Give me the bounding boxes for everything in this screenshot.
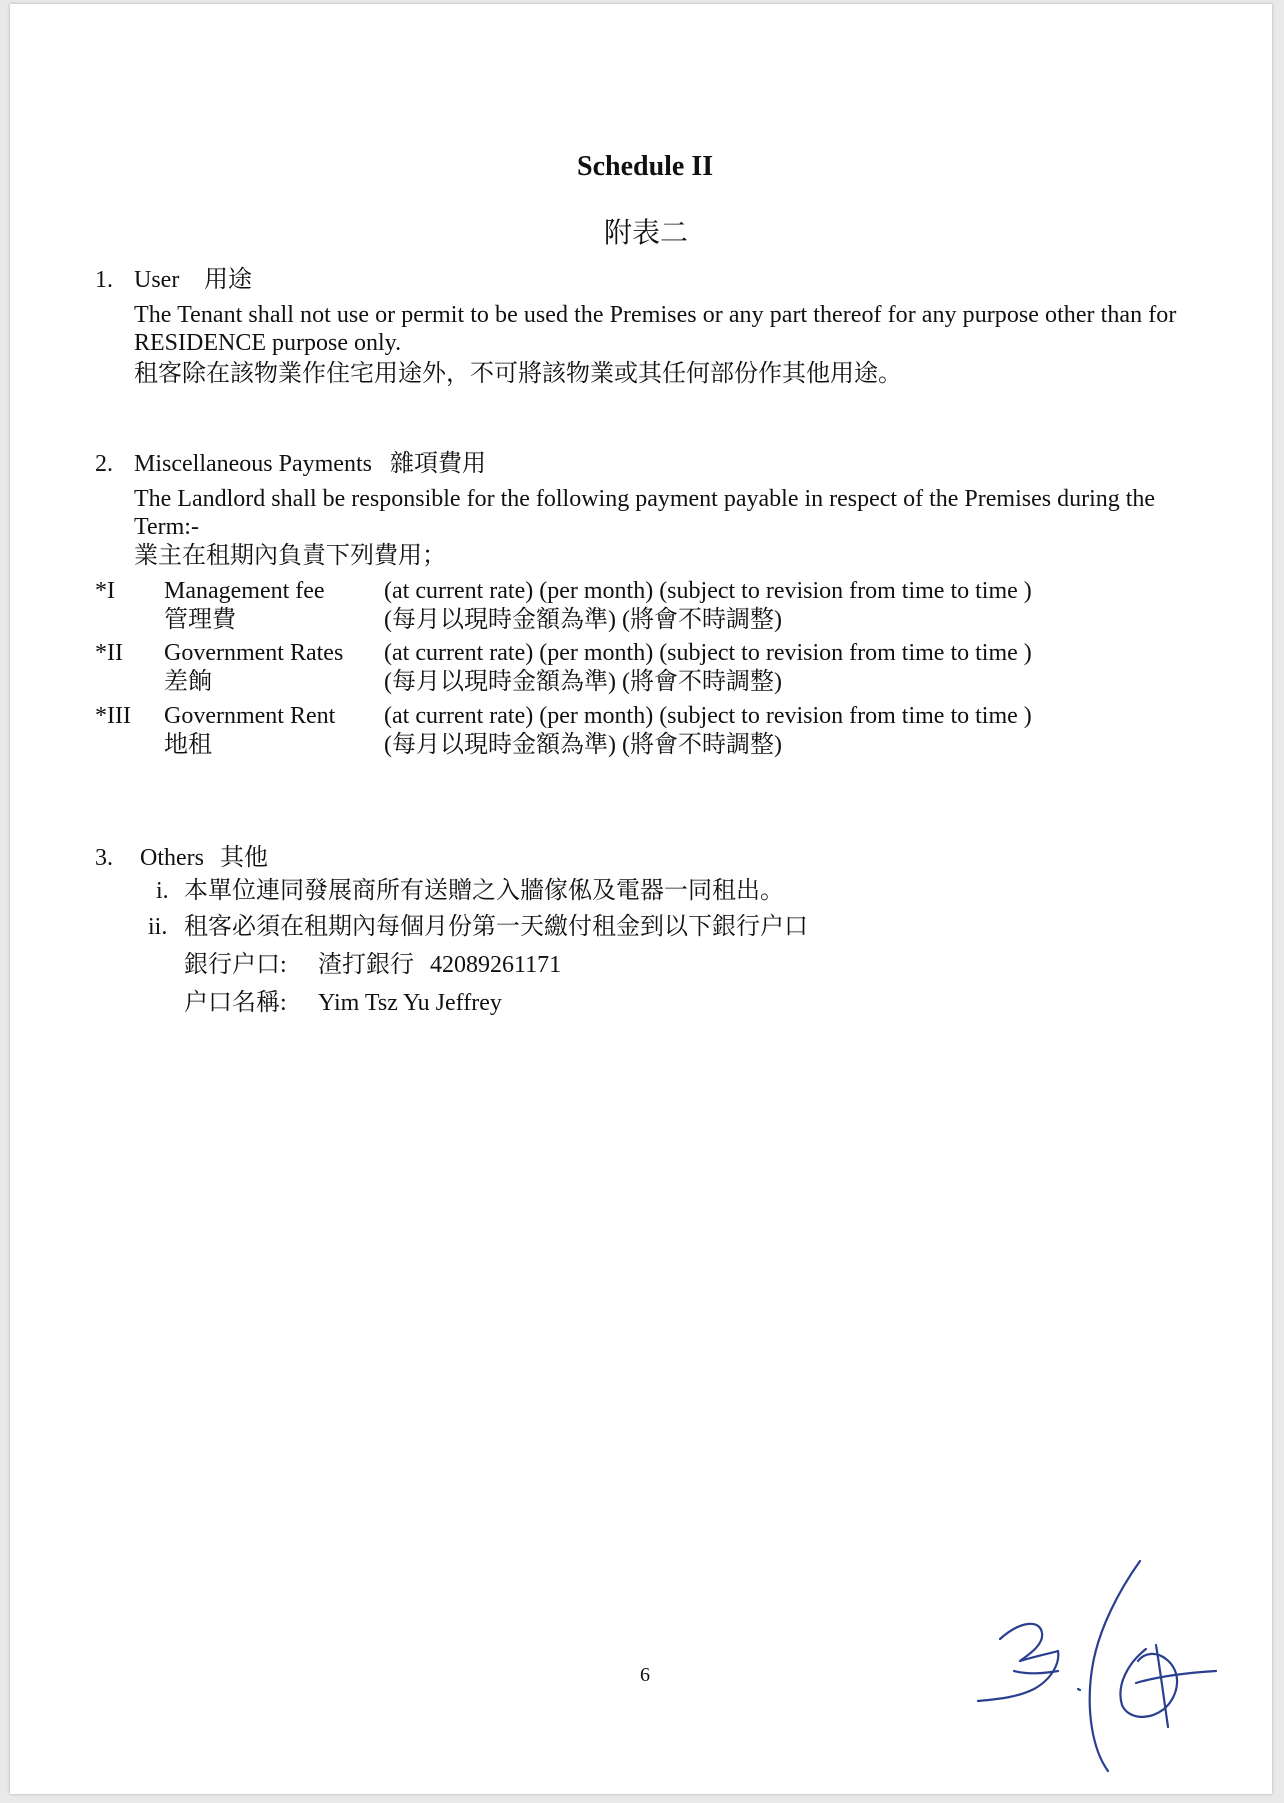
section2-heading: Miscellaneous Payments	[134, 451, 372, 477]
section1-number: 1.	[95, 267, 113, 293]
payment-item-name: Government Rent	[164, 703, 336, 729]
payment-item-terms: (at current rate) (per month) (subject to revision from time to time )	[384, 578, 1032, 604]
others-item-mark: ii.	[148, 914, 168, 940]
section1-line2: RESIDENCE purpose only.	[134, 330, 402, 356]
payment-item-terms: (at current rate) (per month) (subject to revision from time to time )	[384, 640, 1032, 666]
bank-name: 渣打銀行	[318, 952, 414, 978]
section1-heading-zh: 用途	[204, 267, 252, 293]
section2-line-zh: 業主在租期內負責下列費用；	[134, 543, 446, 569]
account-name-label: 户口名稱:	[184, 990, 287, 1016]
handwritten-signature	[960, 1559, 1260, 1789]
payment-item-terms: (at current rate) (per month) (subject to revision from time to time )	[384, 703, 1032, 729]
schedule-subtitle: 附表二	[604, 218, 689, 249]
payment-item-terms-zh: (每月以現時金額為準) (將會不時調整)	[384, 669, 782, 695]
payment-item-name: Government Rates	[164, 640, 344, 666]
section2-heading-zh: 雜項費用	[390, 451, 486, 477]
document-page	[10, 4, 1272, 1794]
schedule-title: Schedule II	[577, 151, 714, 182]
section3-heading: Others	[140, 845, 204, 871]
payment-item-name-zh: 地租	[164, 732, 212, 758]
others-item-text: 租客必須在租期內每個月份第一天繳付租金到以下銀行户口	[184, 914, 808, 940]
section2-line2: Term:-	[134, 514, 199, 540]
others-item-text: 本單位連同發展商所有送贈之入牆傢俬及電器一同租出。	[184, 878, 784, 904]
bank-account-label: 銀行户口:	[184, 952, 287, 978]
payment-item-name-zh: 差餉	[164, 669, 212, 695]
section1-line1: The Tenant shall not use or permit to be used the Premises or any part thereof for any purpose other than for	[134, 302, 1177, 328]
payment-item-name-zh: 管理費	[164, 607, 236, 633]
section1-line-zh: 租客除在該物業作住宅用途外，不可將該物業或其任何部份作其他用途。	[134, 361, 902, 387]
section3-number: 3.	[95, 845, 113, 871]
section1-heading: User	[134, 267, 180, 293]
bank-account-number: 42089261171	[430, 952, 562, 978]
payment-item-mark: *I	[95, 578, 115, 604]
page-number: 6	[640, 1664, 650, 1686]
section3-heading-zh: 其他	[220, 845, 268, 871]
section2-number: 2.	[95, 451, 113, 477]
payment-item-mark: *II	[95, 640, 123, 666]
payment-item-terms-zh: (每月以現時金額為準) (將會不時調整)	[384, 607, 782, 633]
payment-item-mark: *III	[95, 703, 131, 729]
account-name: Yim Tsz Yu Jeffrey	[318, 990, 502, 1016]
section2-line1: The Landlord shall be responsible for the following payment payable in respect of the Premises during the	[134, 486, 1156, 512]
payment-item-name: Management fee	[164, 578, 325, 604]
others-item-mark: i.	[156, 878, 169, 904]
payment-item-terms-zh: (每月以現時金額為準) (將會不時調整)	[384, 732, 782, 758]
